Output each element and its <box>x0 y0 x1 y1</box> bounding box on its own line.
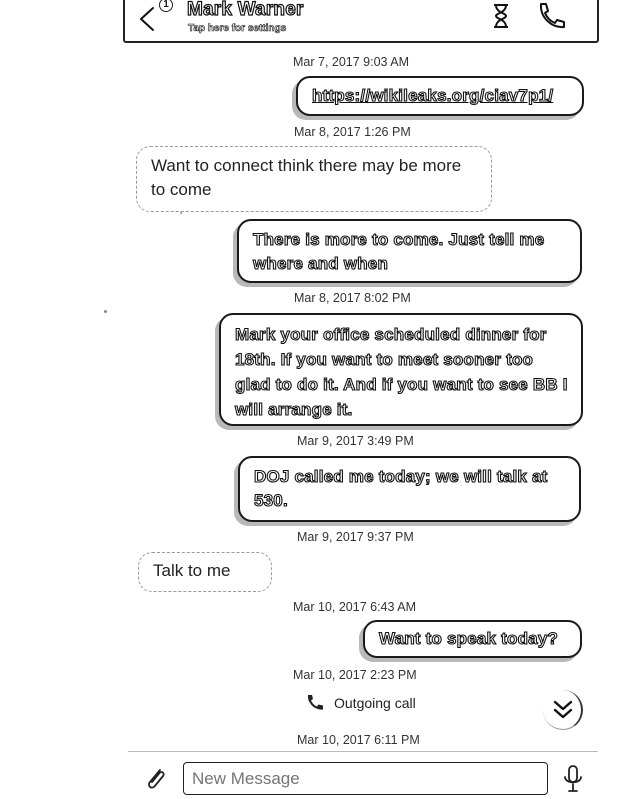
message-text: Mark your office scheduled dinner for 18th. If you want to meet sooner too glad to do it. And if you want to see BB I will arrange it. <box>235 325 568 419</box>
message-text: DOJ called me today; we will talk at 530. <box>254 467 548 510</box>
paperclip-icon <box>142 764 170 794</box>
phone-icon <box>306 694 324 712</box>
timestamp: Mar 10, 2017 2:23 PM <box>293 668 417 682</box>
conversation-header[interactable] <box>123 0 599 43</box>
scan-artifact <box>104 310 107 313</box>
message-text: Want to speak today? <box>379 629 559 648</box>
message-text: There is more to come. Just tell me where and when <box>253 230 545 273</box>
message-text: Want to connect think there may be more to come <box>151 156 462 199</box>
timestamp: Mar 9, 2017 3:49 PM <box>297 434 414 448</box>
call-label: Outgoing call <box>334 695 416 711</box>
timestamp: Mar 7, 2017 9:03 AM <box>293 55 410 69</box>
scroll-to-bottom-button[interactable] <box>543 690 583 730</box>
attach-button[interactable] <box>142 764 170 794</box>
settings-hint[interactable]: Tap here for settings <box>188 23 287 34</box>
composer-divider <box>128 751 598 752</box>
message-bubble-outgoing[interactable] <box>237 219 582 283</box>
scan-artifact <box>180 212 182 214</box>
timestamp: Mar 10, 2017 6:43 AM <box>293 600 416 614</box>
timestamp: Mar 8, 2017 1:26 PM <box>294 125 411 139</box>
timestamp: Mar 10, 2017 6:11 PM <box>297 733 420 747</box>
microphone-icon <box>562 764 584 794</box>
timestamp: Mar 9, 2017 9:37 PM <box>297 530 414 544</box>
timer-button[interactable] <box>490 2 512 30</box>
message-bubble-outgoing[interactable] <box>238 456 581 522</box>
call-button[interactable] <box>535 1 567 31</box>
timestamp: Mar 8, 2017 8:02 PM <box>294 291 411 305</box>
outgoing-call-entry[interactable] <box>306 693 416 713</box>
message-bubble-outgoing[interactable] <box>363 620 582 658</box>
unread-count-badge: 1 <box>159 0 173 12</box>
phone-icon <box>535 1 567 31</box>
hourglass-icon <box>490 2 512 30</box>
double-chevron-down-icon <box>543 690 583 730</box>
message-bubble-outgoing[interactable] <box>219 313 583 426</box>
message-bubble-outgoing[interactable] <box>296 76 584 116</box>
message-bubble-incoming[interactable] <box>138 552 272 592</box>
message-input[interactable] <box>183 762 548 795</box>
contact-name[interactable]: Mark Warner <box>187 0 304 20</box>
message-text: Talk to me <box>153 561 231 580</box>
message-link[interactable]: https://wikileaks.org/ciav7p1/ <box>312 86 554 105</box>
message-bubble-incoming[interactable] <box>136 146 492 212</box>
voice-input-button[interactable] <box>562 764 584 794</box>
